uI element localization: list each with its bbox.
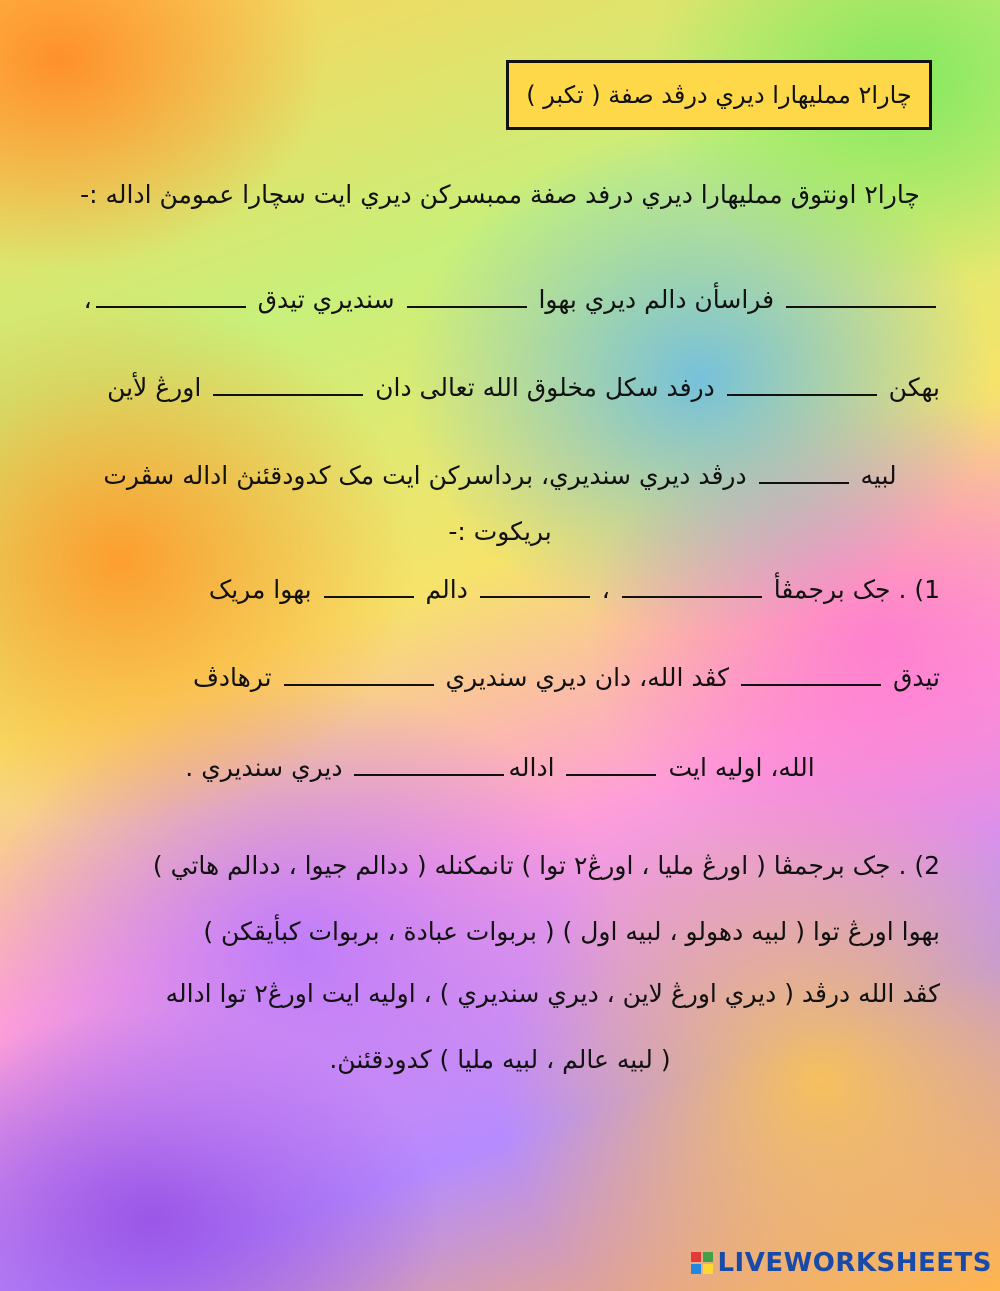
logo-square-green (703, 1252, 713, 1262)
logo-icon (691, 1252, 713, 1274)
sentence-2-part-b: اورڠ لأين (107, 373, 202, 402)
blank-13[interactable] (354, 750, 504, 776)
item-1-l3a: الله، اولیه ایت (668, 753, 815, 782)
blank-4[interactable] (727, 370, 877, 396)
item-1-number: 1) . (898, 575, 940, 604)
item-1-l1b: ، (601, 575, 610, 604)
blank-9[interactable] (324, 572, 414, 598)
paragraph-1-line-1 (60, 456, 940, 496)
item-1-line-3 (60, 748, 940, 788)
sentence-1 (60, 280, 940, 320)
worksheet-title (506, 60, 932, 130)
sentence-1-suffix: ، (83, 285, 92, 314)
title-text: چارا٢ مملیهارا دیري درڤد صفة ( تکبر ) (526, 81, 912, 109)
para1-rest: درڤد دیري سندیري، برداسرکن ایت مک کدودقئنڽ اداله سڤرت (103, 461, 747, 490)
logo-square-blue (691, 1264, 701, 1274)
sentence-1-part-b: سندیري تیدق (257, 285, 395, 314)
item-1-line-2 (60, 658, 940, 698)
para1-prefix: لبیه (860, 461, 897, 490)
logo-square-yellow (703, 1264, 713, 1274)
blank-8[interactable] (480, 572, 590, 598)
item-1-l1a: جک برجمڤأ (773, 575, 891, 604)
item-2-line-1: 2) . جک برجمڤا ( اورڠ ملیا ، اورڠ٢ توا ) تانمکنله ( ددالم جیوا ، ددالم هاتي ) (152, 851, 940, 880)
item-2-line-4: ( لبیه عالم ، لبیه ملیا ) کدودقئنڽ. (329, 1045, 671, 1074)
sentence-2-part-a: درفد سکل مخلوق الله تعالى دان (375, 373, 715, 402)
item-1-l2b: کڤد الله، دان دیري سندیري (445, 663, 730, 692)
item-2-line-3: کڤد الله درڤد ( دیري اورڠ لاین ، دیري سندیري ) ، اولیه ایت اورڠ٢ توا اداله (165, 979, 940, 1008)
blank-7[interactable] (622, 572, 762, 598)
blank-3[interactable] (96, 282, 246, 308)
sentence-1-part-a: فراسأن دالم دیري بهوا (538, 285, 775, 314)
blank-11[interactable] (284, 660, 434, 686)
intro-text: چارا٢ اونتوق مملیهارا دیري درفد صفة ممبسرکن دیري ایت سچارا عمومڽ اداله :- (80, 180, 920, 209)
item-1-l1d: بهوا مریک (208, 575, 312, 604)
blank-12[interactable] (566, 750, 656, 776)
item-1-l2c: ترهادڤ (192, 663, 272, 692)
item-1-l1c: دالم (425, 575, 468, 604)
paragraph-1-line-2: بریکوت :- (448, 517, 552, 546)
item-1-l3c: دیري سندیري . (185, 753, 343, 782)
item-2-line-2: بهوا اورڠ توا ( لبیه دهولو ، لبیه اول ) ( بربوات عبادة ، بربوات کبأیقکن ) (203, 917, 940, 946)
brand-name: LIVEWORKSHEETS (717, 1248, 992, 1278)
item-1-line-1 (60, 570, 940, 610)
blank-10[interactable] (741, 660, 881, 686)
liveworksheets-logo (691, 1249, 992, 1277)
blank-2[interactable] (407, 282, 527, 308)
blank-5[interactable] (213, 370, 363, 396)
sentence-2 (60, 368, 940, 408)
blank-1[interactable] (786, 282, 936, 308)
logo-square-red (691, 1252, 701, 1262)
sentence-2-prefix: بهکن (888, 373, 940, 402)
item-1-l3b: اداله (508, 753, 555, 782)
item-1-l2a: تیدق (892, 663, 940, 692)
blank-6[interactable] (759, 458, 849, 484)
